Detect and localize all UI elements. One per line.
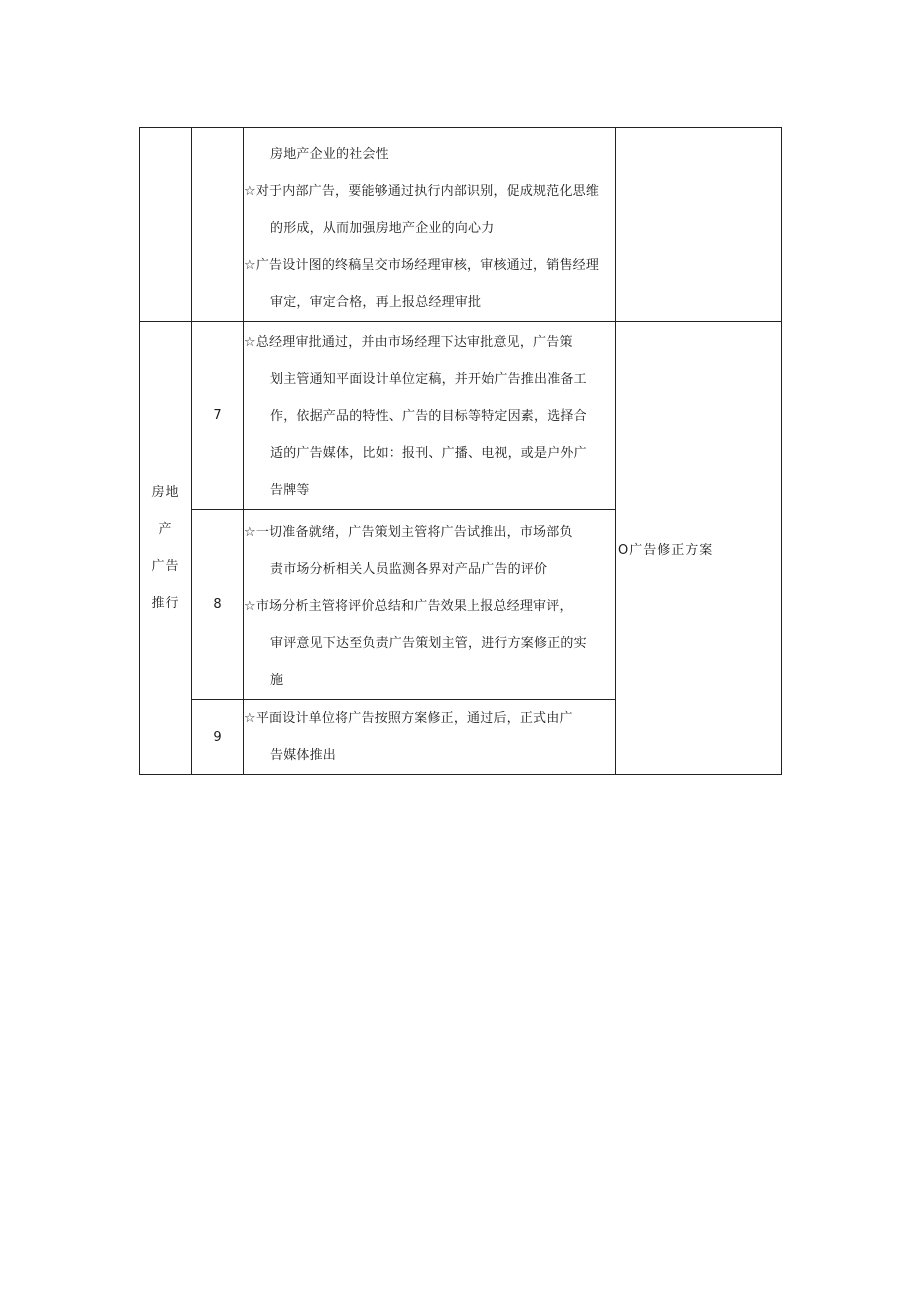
category-label: 产 [158,522,173,537]
content-line: 适的广告媒体，比如：报刊、广播、电视，或是户外广 [270,446,587,461]
content-line: 告牌等 [270,483,310,498]
content-line: 告媒体推出 [270,748,337,763]
content-line: 房地产企业的社会性 [270,147,389,162]
table-row [140,322,782,510]
output-cell: O广告修正方案 [616,322,782,775]
table-row [140,128,782,322]
content-line: ☆总经理审批通过，并由市场经理下达审批意见，广告策 [244,335,573,350]
content-line: 审定，审定合格，再上报总经理审批 [270,295,482,310]
content-line: 施 [270,673,284,688]
content-line: 责市场分析相关人员监测各界对产品广告的评价 [270,562,548,577]
content-line: 审评意见下达至负责广告策划主管，进行方案修正的实 [270,636,587,651]
content-line: 划主管通知平面设计单位定稿，并开始广告推出准备工 [270,372,587,387]
category-label: 推行 [151,596,180,611]
step-content-cell [244,322,616,510]
content-line: ☆对于内部广告，要能够通过执行内部识别，促成规范化思维 [244,184,600,199]
process-table [139,127,782,775]
step-content-cell [244,510,616,700]
category-label: 广告 [151,559,180,574]
content-line: 作，依据产品的特性、广告的目标等特定因素，选择合 [270,409,587,424]
content-line: ☆市场分析主管将评价总结和广告效果上报总经理审评， [244,599,573,614]
output-cell-empty [616,128,782,322]
category-cell [140,322,192,775]
content-line: ☆一切准备就绪，广告策划主管将广告试推出，市场部负 [244,525,573,540]
content-line: ☆平面设计单位将广告按照方案修正，通过后，正式由广 [244,711,573,726]
step-number: 8 [192,510,244,700]
category-cell-empty [140,128,192,322]
step-content-cell [244,128,616,322]
step-number: 9 [192,700,244,775]
category-label: 房地 [151,485,180,500]
step-number: 7 [192,322,244,510]
step-content-cell [244,700,616,775]
content-line: 的形成，从而加强房地产企业的向心力 [270,221,495,236]
step-number-cell-empty [192,128,244,322]
content-line: ☆广告设计图的终稿呈交市场经理审核，审核通过，销售经理 [244,258,600,273]
